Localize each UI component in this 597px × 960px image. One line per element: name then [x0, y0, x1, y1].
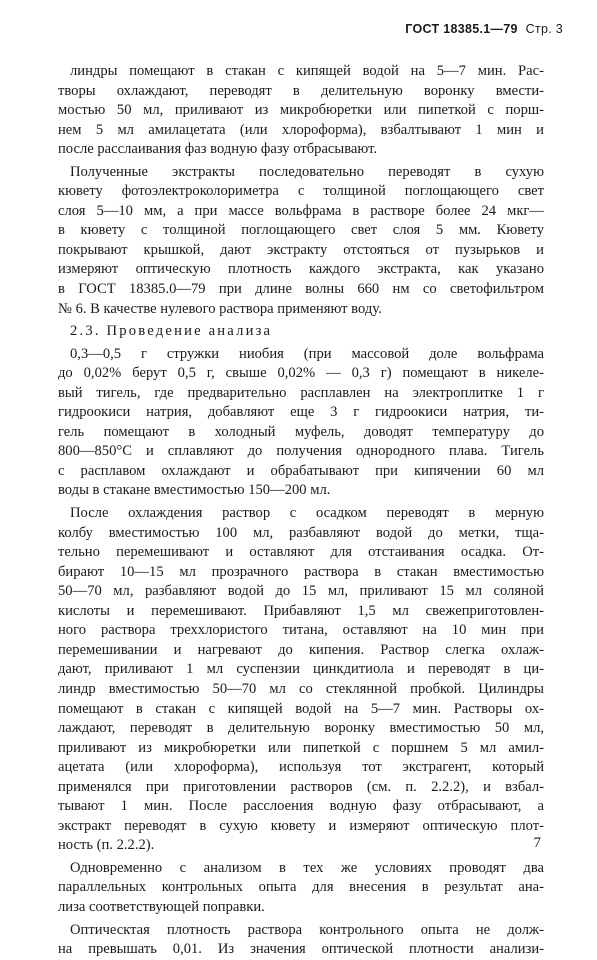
paragraph — [58, 345, 544, 501]
text-line: дают, приливают 1 мл суспензии цинкдитиола и переводят в ци- — [58, 661, 544, 678]
section-heading — [58, 322, 544, 342]
text-line: воды в стакане вместимостью 150—200 мл. — [58, 482, 331, 499]
text-line: слоя 5—10 мм, а при массе вольфрама в растворе более 24 мкг— — [58, 202, 544, 219]
text-line: ацетата (или хлороформа), используя тот экстрагент, который — [58, 759, 544, 776]
text-line: до 0,02% берут 0,5 г, свыше 0,02% — 0,3 г) помещают в никеле- — [58, 365, 544, 382]
text-line: Одновременно с анализом в тех же условиях проводят два — [70, 859, 544, 876]
text-line: мостью 50 мл, приливают из микробюретки или пипеткой с порш- — [58, 102, 544, 119]
text-line: гидроокиси натрия, добавляют еще 3 г гидроокиси натрия, ти- — [58, 404, 544, 421]
text-line: в кювету с толщиной поглощающего свет слоя 5 мм. Кювету — [58, 222, 544, 239]
text-line: применялся при приготовлении растворов (см. п. 2.2.2), и взбал- — [58, 778, 544, 795]
text-line: нем 5 мл амилацетата (или хлороформа), взбалтывают 1 мин и — [58, 121, 544, 138]
text-line: перемешивании и нагревают до кипения. Раствор слегка охлаж- — [58, 641, 544, 658]
text-line: № 6. В качестве нулевого раствора применяют воду. — [58, 300, 382, 317]
text-line: бирают 10—15 мл прозрачного раствора в стакан вместимостью — [58, 563, 544, 580]
text-line: ного раствора треххлористого титана, оставляют на 10 мин при — [58, 622, 544, 639]
text-line: 0,3—0,5 г стружки ниобия (при массовой доле вольфрама — [70, 345, 544, 362]
text-line: Оптическтая плотность раствора контрольного опыта не долж- — [70, 921, 544, 938]
text-line: ность (п. 2.2.2). — [58, 837, 155, 854]
paragraph — [58, 859, 544, 918]
text-line: кислоты и перемешивают. Прибавляют 1,5 мл свежеприготовлен- — [58, 602, 544, 619]
text-line: колбу вместимостью 100 мл, разбавляют водой до метки, тща- — [58, 524, 544, 541]
text-line: 2.3. Проведение анализа — [70, 323, 273, 340]
text-line: Полученные экстракты последовательно переводят в сухую — [70, 163, 544, 180]
document-body — [58, 62, 544, 960]
text-line: гель помещают в холодный муфель, доводят температуру до — [58, 423, 544, 440]
text-line: с расплавом охлаждают и обрабатывают при кипячении 60 мл — [58, 462, 544, 479]
text-line: тывают 1 мин. После расслоения водную фазу отбрасывают, а — [58, 798, 544, 815]
text-line: кювету фотоэлектроколориметра с толщиной поглощающего свет — [58, 183, 544, 200]
text-line: После охлаждения раствор с осадком переводят в мерную — [70, 505, 544, 522]
text-line: тельно перемешивают и оставляют для отстаивания осадка. От- — [58, 544, 544, 561]
text-line: на превышать 0,01. Из значения оптической плотности анализи- — [58, 941, 544, 958]
text-line: линдр вместимостью 50—70 мл со стеклянной пробкой. Цилиндры — [58, 680, 544, 697]
paragraph — [58, 921, 544, 960]
standard-number: ГОСТ 18385.1—79 — [405, 22, 518, 36]
text-line: измеряют оптическую плотность каждого экстракта, как указано — [58, 261, 544, 278]
text-line: экстракт переводят в сухую кювету и измеряют оптическую плот- — [58, 817, 544, 834]
text-line: 50—70 мл, разбавляют водой до 15 мл, приливают 15 мл соляной — [58, 583, 544, 600]
paragraph — [58, 504, 544, 856]
text-line: после расслаивания фаз водную фазу отбрасывают. — [58, 141, 378, 158]
paragraph — [58, 163, 544, 319]
page-number: 7 — [533, 835, 541, 851]
text-line: покрывают крышкой, дают экстракту отстояться от пузырьков и — [58, 241, 544, 258]
text-line: лаждают, переводят в делительную воронку вместимостью 50 мл, — [58, 720, 544, 737]
page-reference: Стр. 3 — [525, 22, 563, 36]
text-line: лиза соответствующей поправки. — [58, 898, 265, 915]
text-line: приливают из микробюретки или пипеткой с поршнем 5 мл амил- — [58, 739, 544, 756]
text-line: параллельных контрольных опыта для внесения в результат ана- — [58, 879, 544, 896]
text-line: вый тигель, где предварительно расплавлен на электроплитке 1 г — [58, 384, 544, 401]
text-line: помещают в стакан с кипящей водой на 5—7 мин. Растворы ох- — [58, 700, 544, 717]
text-line: творы охлаждают, переводят в делительную воронку вмести- — [58, 82, 544, 99]
text-line: 800—850°С и сплавляют до получения однородного плава. Тигель — [58, 443, 544, 460]
text-line: в ГОСТ 18385.0—79 при длине волны 660 нм со светофильтром — [58, 281, 544, 298]
page-header — [405, 22, 563, 36]
paragraph — [58, 62, 544, 160]
text-line: линдры помещают в стакан с кипящей водой на 5—7 мин. Рас- — [70, 63, 544, 79]
